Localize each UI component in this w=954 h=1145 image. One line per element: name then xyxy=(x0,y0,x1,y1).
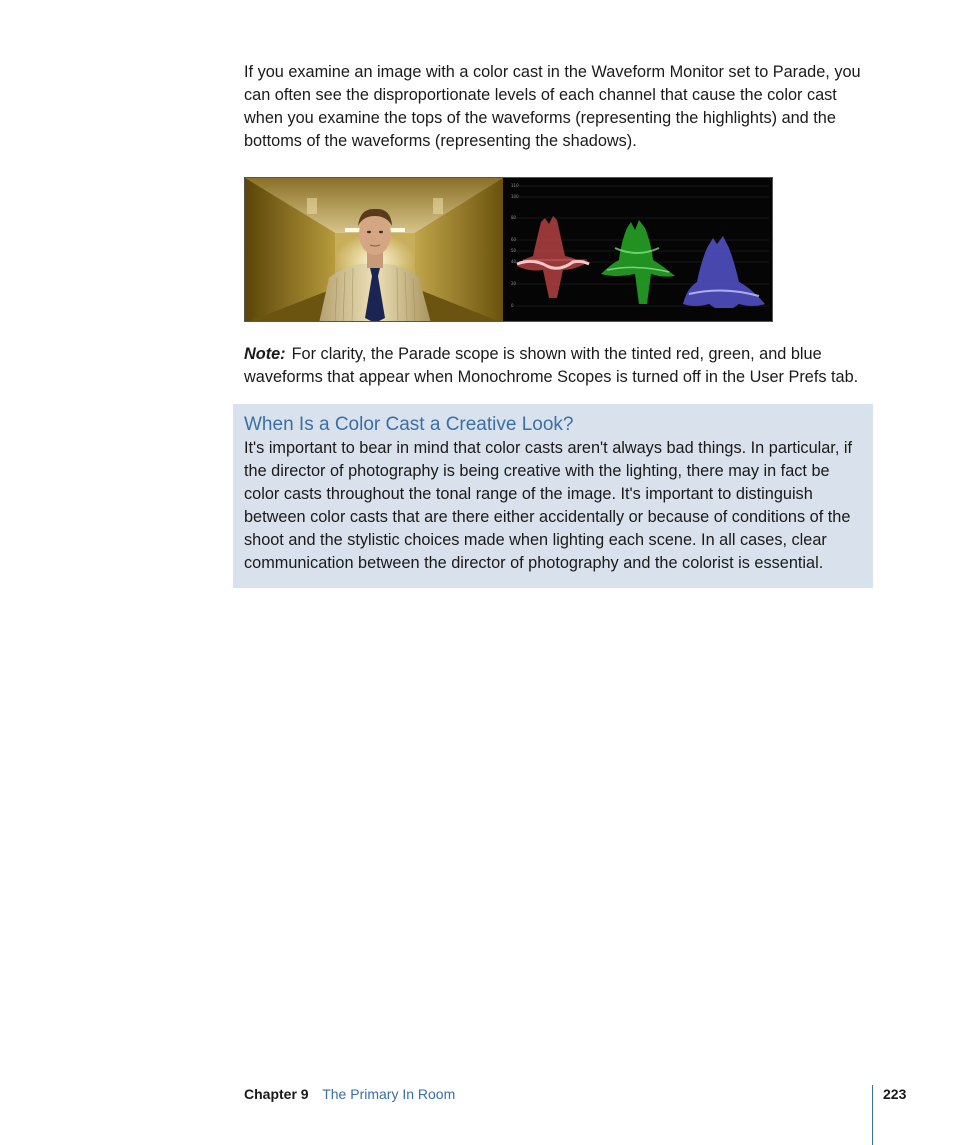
scope-tick-110: 110 xyxy=(511,183,519,188)
note-text: For clarity, the Parade scope is shown with the tinted red, green, and blue waveforms that appear when Monochrome Scopes is turned off in the User Prefs tab. xyxy=(244,345,859,386)
intro-paragraph: If you examine an image with a color cast in the Waveform Monitor set to Parade, you can often see the disproportionate levels of each channel that cause the color cast when you examine the tops of the waveforms (representing the highlights) and the bottoms of the waveforms (representing the shadows). xyxy=(244,63,861,150)
scope-tick-100: 100 xyxy=(511,194,519,199)
sidebar-text: It's important to bear in mind that color casts aren't always bad things. In particular, if the director of photography is being creative with the lighting, there may in fact be color casts throughout the tonal range of the image. It's important to distinguish between color casts that are there either accidentally or because of conditions of the shoot and the stylistic choices made when lighting each scene. In all cases, clear communication between the director of photography and the colorist is essential. xyxy=(244,439,853,572)
chapter-title: The Primary In Room xyxy=(322,1086,456,1102)
note-paragraph xyxy=(244,343,878,389)
page-number: 223 xyxy=(883,1086,907,1102)
hallway-photo xyxy=(245,178,503,322)
scope-tick-20: 20 xyxy=(511,281,517,286)
sidebar-callout xyxy=(233,404,873,588)
scope-tick-60: 60 xyxy=(511,237,517,242)
scope-tick-80: 80 xyxy=(511,215,517,220)
footer-chapter xyxy=(244,1086,455,1102)
scope-tick-40: 40 xyxy=(511,259,517,264)
note-label: Note: xyxy=(244,345,286,363)
sidebar-title: When Is a Color Cast a Creative Look? xyxy=(244,414,574,435)
chapter-number: Chapter 9 xyxy=(244,1086,309,1102)
scope-tick-0: 0 xyxy=(511,303,514,308)
scope-tick-50: 50 xyxy=(511,248,517,253)
parade-waveform-scope xyxy=(503,178,773,322)
footer-divider xyxy=(872,1085,873,1145)
figure-image-with-parade-scope xyxy=(244,177,773,322)
